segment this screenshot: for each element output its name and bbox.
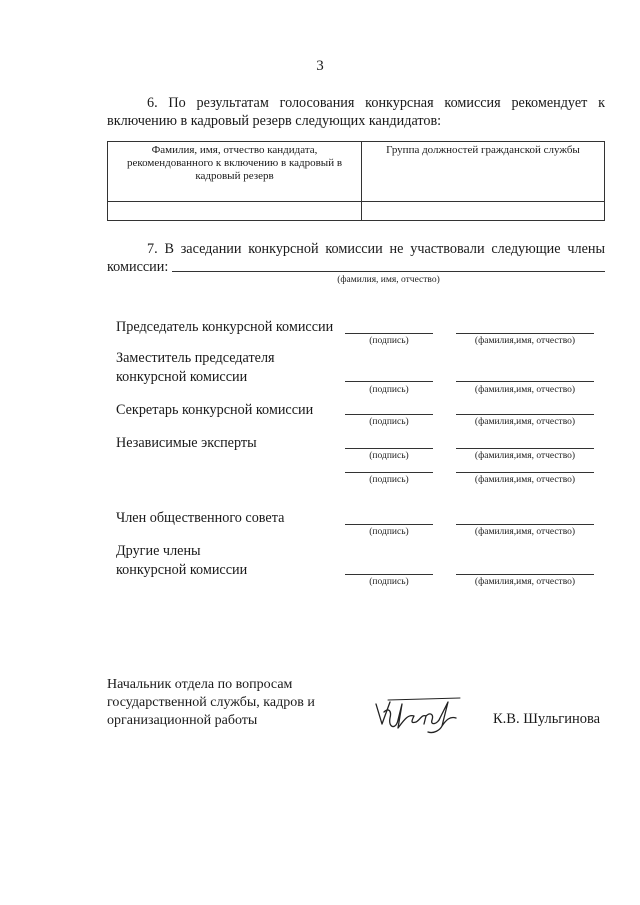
- name-caption: (фамилия,имя, отчество): [474, 451, 576, 461]
- handwritten-signature: [368, 690, 468, 740]
- signature-caption: (подпись): [369, 475, 409, 485]
- page-number: 3: [316, 58, 324, 74]
- signature-caption: (подпись): [369, 451, 409, 461]
- signature-line: [345, 333, 433, 334]
- name-caption: (фамилия,имя, отчество): [474, 577, 576, 587]
- name-line: [456, 574, 594, 575]
- role-other-members: Другие члены конкурсной комиссии: [116, 543, 248, 578]
- signature-line: [345, 472, 433, 473]
- name-line: [456, 472, 594, 473]
- name-line: [456, 381, 594, 382]
- signature-caption: (подпись): [369, 385, 409, 395]
- name-line: [456, 524, 594, 525]
- section-7-paragraph: 7. В заседании конкурсной комиссии не участвовали следующие члены комиссии:: [107, 241, 605, 275]
- name-caption: (фамилия,имя, отчество): [474, 336, 576, 346]
- table-header-row: [108, 142, 605, 202]
- role-chairman: Председатель конкурсной комиссии: [116, 319, 334, 335]
- name-line: [456, 448, 594, 449]
- signature-caption: (подпись): [369, 527, 409, 537]
- signature-line: [345, 574, 433, 575]
- table-header-group: Группа должностей гражданской службы: [362, 142, 605, 202]
- table-cell: [108, 202, 362, 221]
- head-name: К.В. Шульгинова: [493, 711, 601, 727]
- role-deputy-chairman: Заместитель председателя конкурсной комиссии: [116, 350, 275, 385]
- absent-members-caption: (фамилия, имя, отчество): [337, 275, 440, 285]
- name-line: [456, 333, 594, 334]
- signature-caption: (подпись): [369, 417, 409, 427]
- signature-caption: (подпись): [369, 577, 409, 587]
- signature-caption: (подпись): [369, 336, 409, 346]
- name-caption: (фамилия,имя, отчество): [474, 527, 576, 537]
- signature-line: [345, 524, 433, 525]
- role-secretary: Секретарь конкурсной комиссии: [116, 402, 314, 418]
- table-row: [108, 202, 605, 221]
- role-public-council-member: Член общественного совета: [116, 510, 285, 526]
- candidates-table: [107, 141, 605, 221]
- signature-line: [345, 381, 433, 382]
- table-header-candidate: Фамилия, имя, отчество кандидата, рекомендованного к включению в кадровый в кадровый резерв: [108, 142, 362, 202]
- head-position: Начальник отдела по вопросам государственной службы, кадров и организационной работы: [107, 677, 315, 728]
- table-cell: [362, 202, 605, 221]
- signature-line: [345, 448, 433, 449]
- role-independent-experts: Независимые эксперты: [116, 435, 257, 451]
- name-caption: (фамилия,имя, отчество): [474, 475, 576, 485]
- name-line: [456, 414, 594, 415]
- signature-line: [345, 414, 433, 415]
- name-caption: (фамилия,имя, отчество): [474, 385, 576, 395]
- section-6-paragraph: 6. По результатам голосования конкурсная комиссия рекомендует к включению в кадровый резерв следующих кандидатов:: [107, 95, 605, 129]
- absent-members-line: [172, 271, 605, 272]
- name-caption: (фамилия,имя, отчество): [474, 417, 576, 427]
